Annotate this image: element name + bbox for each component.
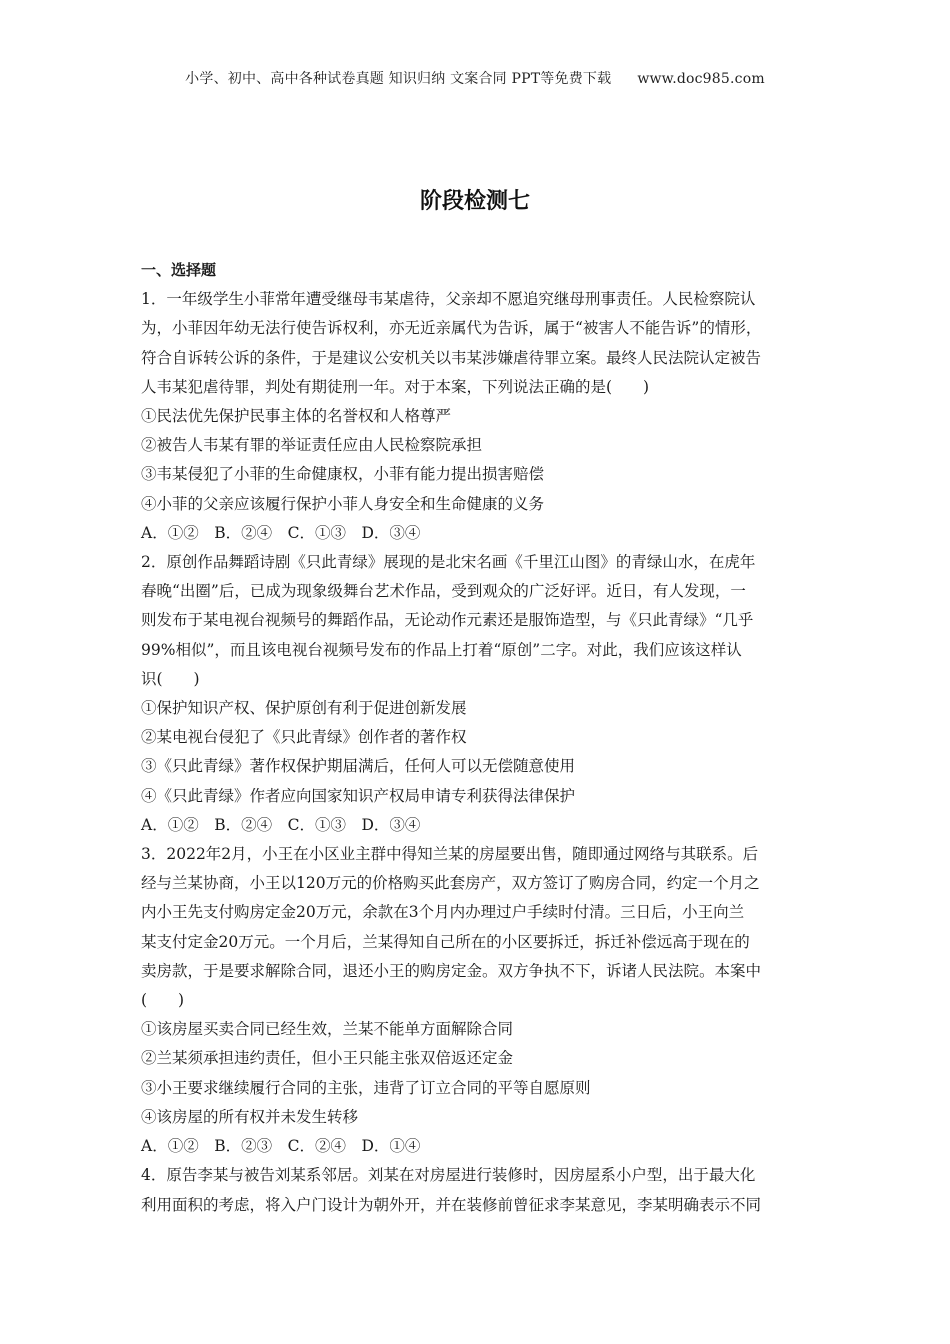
header-site-link[interactable]: www.doc985.com [637,71,765,87]
statement-option: ③小王要求继续履行合同的主张，违背了订立合同的平等自愿原则 [141,1078,591,1097]
question-stem-line: 经与兰某协商，小王以120万元的价格购买此套房产，双方签订了购房合同，约定一个月之 [141,874,760,893]
question-stem-line: 99%相似”，而且该电视台视频号发布的作品上打着“原创”二字。对此，我们应该这样认 [141,640,742,659]
question-stem-line: 利用面积的考虑，将入户门设计为朝外开，并在装修前曾征求李某意见，李某明确表示不同 [141,1195,762,1214]
header-text: 小学、初中、高中各种试卷真题 知识归纳 文案合同 PPT等免费下载 [185,71,612,87]
question-stem-line: 符合自诉转公诉的条件，于是建议公安机关以韦某涉嫌虐待罪立案。最终人民法院认定被告 [141,348,762,367]
page-title: 阶段检测七 [419,189,530,214]
question-stem-line: 内小王先支付购房定金20万元，余款在3个月内办理过户手续时付清。三日后，小王向兰 [141,903,745,922]
document-body [141,256,813,1220]
statement-option: ④《只此青绿》作者应向国家知识产权局申请专利获得法律保护 [141,786,576,805]
question-stem-line: 人韦某犯虐待罪，判处有期徒刑一年。对于本案，下列说法正确的是( ) [141,377,650,396]
statement-option: ①该房屋买卖合同已经生效，兰某不能单方面解除合同 [141,1020,514,1039]
question-4 [141,1161,813,1219]
page-header [0,68,950,88]
statement-option: ①民法优先保护民事主体的名誉权和人格尊严 [141,407,452,426]
question-stem-line: 4．原告李某与被告刘某系邻居。刘某在对房屋进行装修时，因房屋系小户型，出于最大化 [141,1166,756,1185]
question-stem-line: 识( ) [141,669,200,688]
statement-option: ④该房屋的所有权并未发生转移 [141,1107,359,1126]
question-stem-line: 则发布于某电视台视频号的舞蹈作品，无论动作元素还是服饰造型，与《只此青绿》“几乎 [141,611,754,630]
statement-option: ④小菲的父亲应该履行保护小菲人身安全和生命健康的义务 [141,494,545,513]
statement-option: ③《只此青绿》著作权保护期届满后，任何人可以无偿随意使用 [141,757,576,776]
question-2 [141,548,813,840]
statement-option: ②某电视台侵犯了《只此青绿》创作者的著作权 [141,728,467,747]
answer-choices: A．①② B．②④ C．①③ D．③④ [141,523,421,542]
question-3 [141,840,813,1161]
question-stem-line: 卖房款，于是要求解除合同，退还小王的购房定金。双方争执不下，诉诸人民法院。本案中 [141,961,762,980]
question-stem-line: 某支付定金20万元。一个月后，兰某得知自己所在的小区要拆迁，拆迁补偿远高于现在的 [141,932,750,951]
question-1 [141,285,813,548]
question-stem-line: ( ) [141,991,185,1010]
statement-option: ②被告人韦某有罪的举证责任应由人民检察院承担 [141,436,483,455]
question-stem-line: 3．2022年2月，小王在小区业主群中得知兰某的房屋要出售，随即通过网络与其联系。后 [141,845,759,864]
statement-option: ①保护知识产权、保护原创有利于促进创新发展 [141,699,467,718]
answer-choices: A．①② B．②③ C．②④ D．①④ [141,1137,421,1156]
question-stem-line: 2．原创作品舞蹈诗剧《只此青绿》展现的是北宋名画《千里江山图》的青绿山水，在虎年 [141,553,756,572]
question-stem-line: 为，小菲因年幼无法行使告诉权利，亦无近亲属代为告诉，属于“被害人不能告诉”的情形， [141,319,762,338]
question-stem-line: 春晚“出圈”后，已成为现象级舞台艺术作品，受到观众的广泛好评。近日，有人发现，一 [141,582,746,601]
question-stem-line: 1．一年级学生小菲常年遭受继母韦某虐待，父亲却不愿追究继母刑事责任。人民检察院认 [141,290,756,309]
statement-option: ②兰某须承担违约责任，但小王只能主张双倍返还定金 [141,1049,514,1068]
answer-choices: A．①② B．②④ C．①③ D．③④ [141,815,421,834]
section-heading: 一、选择题 [141,261,217,279]
statement-option: ③韦某侵犯了小菲的生命健康权，小菲有能力提出损害赔偿 [141,465,545,484]
